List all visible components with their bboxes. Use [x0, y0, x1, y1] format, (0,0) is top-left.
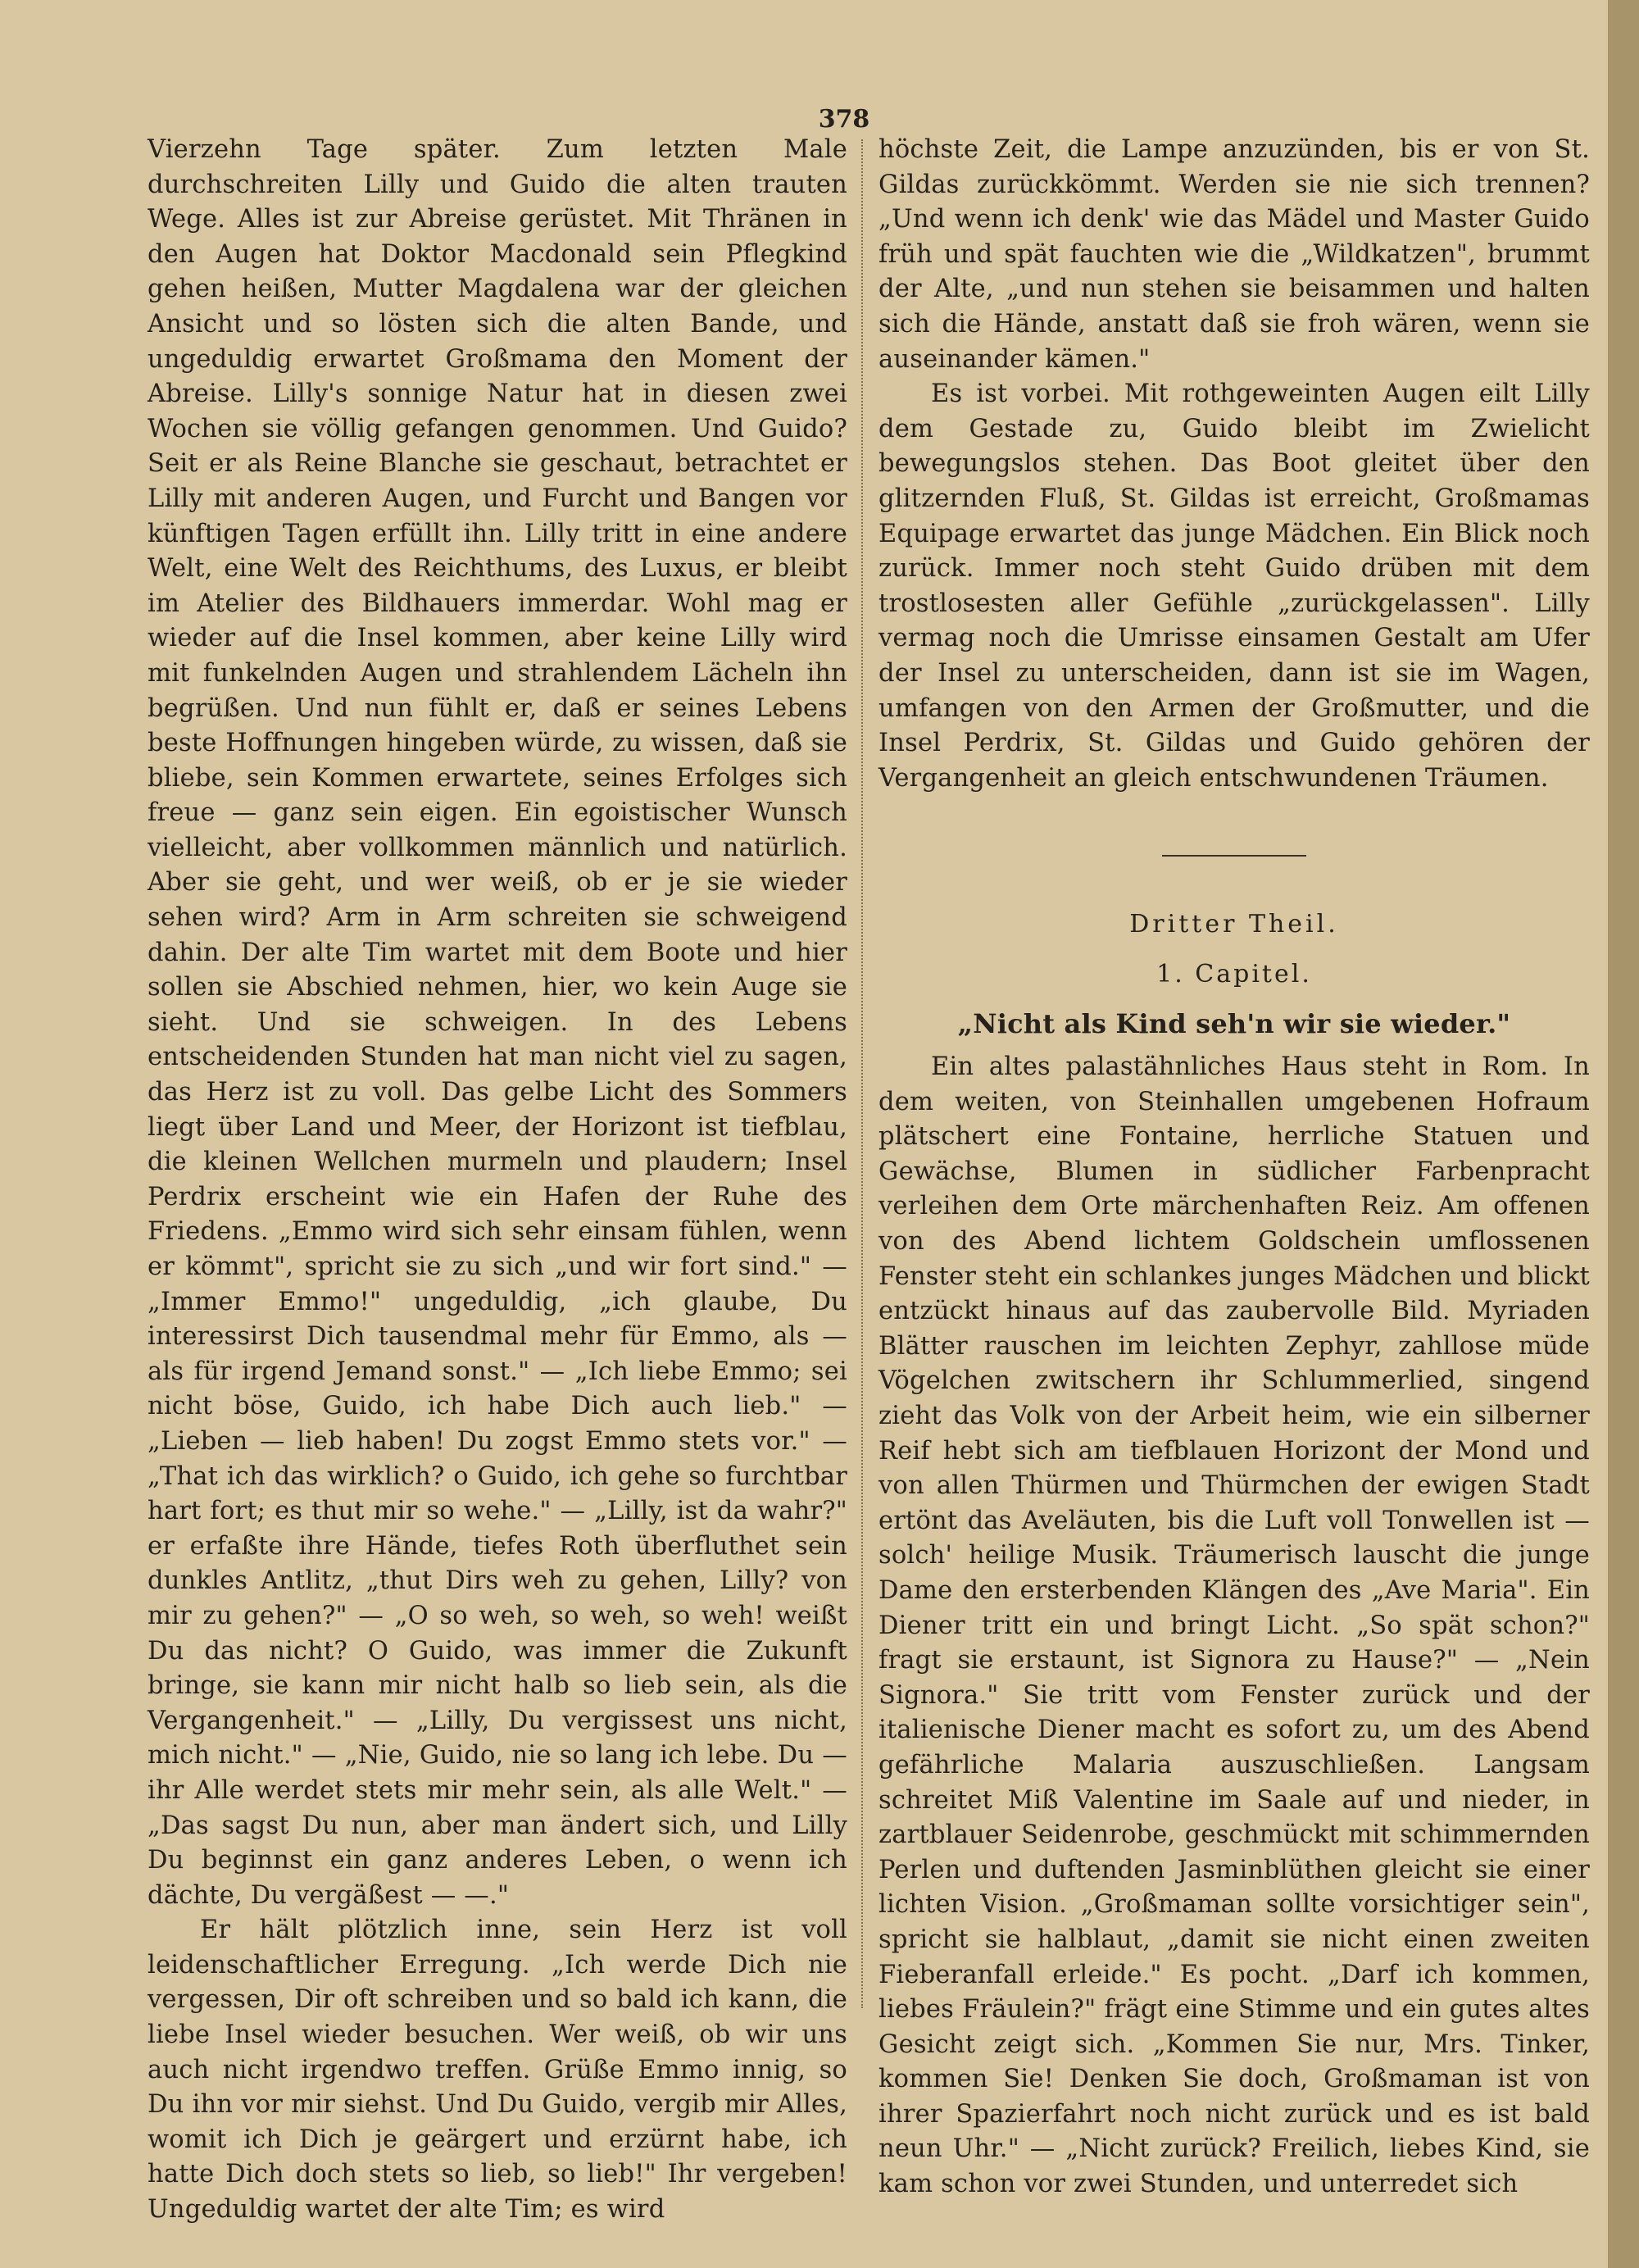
- chapter-title: 1. Capitel.: [1156, 959, 1312, 989]
- section-separator-rule: [1162, 855, 1306, 857]
- book-spine-edge: [1608, 0, 1639, 2268]
- chapter-motto: „Nicht als Kind seh'n wir sie wieder.": [957, 1008, 1511, 1040]
- paragraph: Ein altes palastähnliches Haus steht in Rom. In dem weiten, von Steinhallen umgebenen Hofraum plätschert eine Fontaine, herrliche Statuen und Gewächse, Blumen in südlicher Farbenpracht verleihen dem Orte märchenhaften Reiz. Am offenen von des Abend lichtem Goldschein umflossenen Fenster steht ein schlankes junges Mädchen und blickt entzückt hinaus auf das zaubervolle Bild. Myriaden Blätter rauschen im leichten Zephyr, zahllose müde Vögelchen zwitschern ihr Schlummerlied, singend zieht das Volk von der Arbeit heim, wie ein silberner Reif hebt sich am tiefblauen Horizont der Mond und von allen Thürmen und Thürmchen der ewigen Stadt ertönt das Aveläuten, bis die Luft voll Tonwellen ist — solch' heilige Musik. Träumerisch lauscht die junge Dame den ersterbenden Klängen des „Ave Maria". Ein Diener tritt ein und bringt Licht. „So spät schon?" fragt sie erstaunt, ist Signora zu Hause?" — „Nein Signora." Sie tritt vom Fenster zurück und der italienische Diener macht es sofort zu, um des Abend gefährliche Malaria auszuschließen. Langsam schreitet Miß Valentine im Saale auf und nieder, in zartblauer Seidenrobe, geschmückt mit schimmernden Perlen und duftenden Jasminblüthen gleicht sie einer lichten Vision. „Großmaman sollte vorsichtiger sein", spricht sie halblaut, „damit sie nicht einen zweiten Fieberanfall erleide." Es pocht. „Darf ich kommen, liebes Fräulein?" frägt eine Stimme und ein gutes altes Gesicht zeigt sich. „Kommen Sie nur, Mrs. Tinker, kommen Sie! Denken Sie doch, Großmaman ist von ihrer Spazierfahrt noch nicht zurück und es ist bald neun Uhr." — „Nicht zurück? Freilich, liebes Kind, sie kam schon vor zwei Stunden, und unterredet sich: [879, 1052, 1590, 2199]
- paragraph: Er hält plötzlich inne, sein Herz ist voll leidenschaftlicher Erregung. „Ich werde Dich nie vergessen, Dir oft schreiben und so bald ich kann, die liebe Insel wieder besuchen. Wer weiß, ob wir uns auch nicht irgendwo treffen. Grüße Emmo innig, so Du ihn vor mir siehst. Und Du Guido, vergib mir Alles, womit ich Dich je geärgert und erzürnt habe, ich hatte Dich doch stets so lieb, so lieb!" Ihr vergeben! Ungeduldig wartet der alte Tim; es wird: [148, 1916, 847, 2225]
- column-divider: [861, 139, 863, 2008]
- part-title: Dritter Theil.: [1129, 910, 1339, 939]
- paragraph: höchste Zeit, die Lampe anzuzünden, bis er von St. Gildas zurückkömmt. Werden sie nie sich trennen? „Und wenn ich denk' wie das Mädel und Master Guido früh und spät fauchten wie die „Wildkatzen", brummt der Alte, „und nun stehen sie beisammen und halten sich die Hände, anstatt daß sie froh wären, wenn sie auseinander kämen.": [879, 135, 1590, 374]
- paragraph: Es ist vorbei. Mit rothgeweinten Augen eilt Lilly dem Gestade zu, Guido bleibt im Zwielicht bewegungslos stehen. Das Boot gleitet über den glitzernden Fluß, St. Gildas ist erreicht, Großmamas Equipage erwartet das junge Mädchen. Ein Blick noch zurück. Immer noch steht Guido drüben mit dem trostlosesten aller Gefühle „zurückgelassen". Lilly vermag noch die Umrisse einsamen Gestalt am Ufer der Insel zu unterscheiden, dann ist sie im Wagen, umfangen von den Armen der Großmutter, und die Insel Perdrix, St. Gildas und Guido gehören der Vergangenheit an gleich entschwundenen Träumen.: [879, 380, 1590, 793]
- left-column: [148, 133, 847, 2228]
- right-column: [879, 133, 1590, 2202]
- page-number: 378: [818, 105, 870, 134]
- paragraph: Vierzehn Tage später. Zum letzten Male durchschreiten Lilly und Guido die alten trauten Wege. Alles ist zur Abreise gerüstet. Mit Thränen in den Augen hat Doktor Macdonald sein Pflegkind gehen heißen, Mutter Magdalena war der gleichen Ansicht und so lösten sich die alten Bande, und ungeduldig erwartet Großmama den Moment der Abreise. Lilly's sonnige Natur hat in diesen zwei Wochen sie völlig gefangen genommen. Und Guido? Seit er als Reine Blanche sie geschaut, betrachtet er Lilly mit anderen Augen, und Furcht und Bangen vor künftigen Tagen erfüllt ihn. Lilly tritt in eine andere Welt, eine Welt des Reichthums, des Luxus, er bleibt im Atelier des Bildhauers immerdar. Wohl mag er wieder auf die Insel kommen, aber keine Lilly wird mit funkelnden Augen und strahlendem Lächeln ihn begrüßen. Und nun fühlt er, daß er seines Lebens beste Hoffnungen hingeben würde, zu wissen, daß sie bliebe, sein Kommen erwartete, seines Erfolges sich freue — ganz sein eigen. Ein egoistischer Wunsch vielleicht, aber vollkommen männlich und natürlich. Aber sie geht, und wer weiß, ob er je sie wieder sehen wird? Arm in Arm schreiten sie schweigend dahin. Der alte Tim wartet mit dem Boote und hier sollen sie Abschied nehmen, hier, wo kein Auge sie sieht. Und sie schweigen. In des Lebens entscheidenden Stunden hat man nicht viel zu sagen, das Herz ist zu voll. Das gelbe Licht des Sommers liegt über Land und Meer, der Horizont ist tiefblau, die kleinen Wellchen murmeln und plaudern; Insel Perdrix erscheint wie ein Hafen der Ruhe des Friedens. „Emmo wird sich sehr einsam fühlen, wenn er kömmt", spricht sie zu sich „und wir fort sind." — „Immer Emmo!" ungeduldig, „ich glaube, Du interessirst Dich tausendmal mehr für Emmo, als — als für irgend Jemand sonst." — „Ich liebe Emmo; sei nicht böse, Guido, ich habe Dich auch lieb." — „Lieben — lieb haben! Du zogst Emmo stets vor." — „That ich das wirklich? o Guido, ich gehe so furchtbar hart fort; es thut mir so wehe." — „Lilly, ist da wahr?" er erfaßte ihre Hände, tiefes Roth überfluthet sein dunkles Antlitz, „thut Dirs weh zu gehen, Lilly? von mir zu gehen?" — „O so weh, so weh, so weh! weißt Du das nicht? O Guido, was immer die Zukunft bringe, sie kann mir nicht halb so lieb sein, als die Vergangenheit." — „Lilly, Du vergissest uns nicht, mich nicht." — „Nie, Guido, nie so lang ich lebe. Du — ihr Alle werdet stets mir mehr sein, als alle Welt." — „Das sagst Du nun, aber man ändert sich, und Lilly Du beginnst ein ganz anderes Leben, o wenn ich dächte, Du vergäßest — —.": [148, 135, 847, 1910]
